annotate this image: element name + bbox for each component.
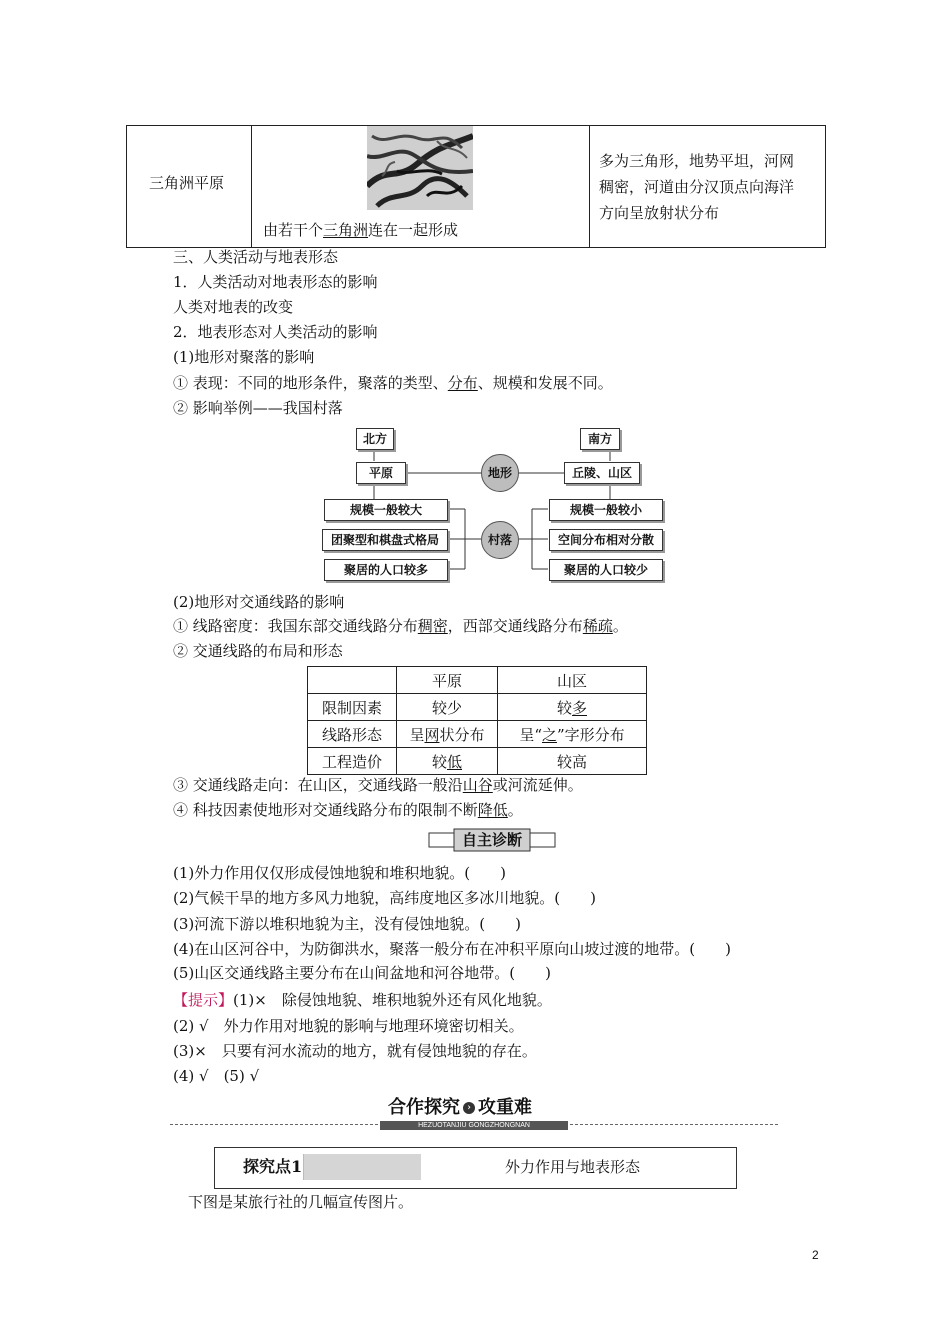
features-line: 方向呈放射状分布 [599,204,720,222]
exploration-point-box [214,1147,737,1189]
self-check-banner [428,828,556,852]
question-2: (2)气候干旱的地方多风力地貌，高纬度地区多冰川地貌。( ) [173,889,596,907]
page-number: 2 [812,1248,819,1262]
intro-text: 下图是某旅行社的几幅宣传图片。 [188,1193,414,1211]
formation-underlined: 三角洲 [323,221,369,239]
road-table [307,666,647,775]
point-2b: ② 交通线路的布局和形态 [173,642,343,660]
formation-post: 连在一起形成 [368,221,459,239]
plain-box: 平原 [356,462,406,484]
row-label: 限制因素 [308,694,397,721]
answer-4-5: (4) √ (5) √ [173,1067,260,1085]
terrain-circle: 地形 [481,454,519,492]
north-box: 北方 [356,428,394,450]
south-layout-box: 空间分布相对分散 [549,529,663,551]
underlined-answer: 稠密 [417,617,448,635]
point-2a [173,616,628,636]
table-cell [498,694,647,721]
features-line: 多为三角形，地势平坦，河网 [599,152,795,170]
table-header: 山区 [498,667,647,694]
table-cell [308,667,397,694]
table-row [308,694,647,721]
subsection-1-text: 人类对地表的改变 [173,298,294,316]
text-run: 。 [612,617,628,635]
banner-text-a: 合作探究 [388,1097,460,1118]
text-run: ③ 交通线路走向：在山区，交通线路一般沿 [173,776,463,794]
text-run: 较 [431,752,447,771]
formation-pre: 由若干个 [263,221,324,239]
underlined-answer: 分布 [447,374,478,392]
term-cell [127,126,252,247]
table-row [308,667,647,694]
question-5: (5)山区交通线路主要分布在山间盆地和河谷地带。( ) [173,964,551,982]
text-run: ，西部交通线路分布 [447,617,583,635]
point-2d [173,800,523,820]
text-run: 、规模和发展不同。 [477,374,613,392]
underlined-answer: 低 [447,752,463,771]
text-run: ① 线路密度：我国东部交通线路分布 [173,617,418,635]
subsection-1: 1．人类活动对地表形态的影响 [173,273,378,291]
underlined-answer: 山谷 [462,776,493,794]
underlined-answer: 稀疏 [582,617,613,635]
formation-text [263,219,458,240]
banner-heading [388,1096,532,1120]
point-2c [173,775,583,795]
north-scale-box: 规模一般较大 [324,499,448,521]
table-row [308,748,647,775]
banner-pinyin: HEZUOTANJIU GONGZHONGNAN [380,1121,568,1130]
text-run: 状分布 [439,725,485,744]
text-run: 。 [507,801,523,819]
underlined-answer: 之 [541,725,557,744]
underlined-answer: 网 [424,725,440,744]
row-label: 工程造价 [308,748,397,775]
text-run: ① 表现：不同的地形条件，聚落的类型、 [173,374,448,392]
point-1b: ② 影响举例——我国村落 [173,399,343,417]
term-text: 三角洲平原 [149,174,225,192]
table-cell: 较少 [397,694,498,721]
answer-text: (1)× 除侵蚀地貌、堆积地貌外还有风化地貌。 [233,991,552,1009]
underlined-answer: 降低 [477,801,508,819]
answer-3: (3)× 只要有河水流动的地方，就有侵蚀地貌的存在。 [173,1042,537,1060]
text-run: 较 [556,698,572,717]
north-pop-box: 聚居的人口较多 [324,559,448,581]
hint-tag: 【提示】 [173,991,234,1009]
village-circle: 村落 [481,521,519,559]
underlined-answer: 多 [572,698,588,717]
banner-text-b: 攻重难 [478,1097,532,1118]
row-label: 线路形态 [308,721,397,748]
features-cell [589,126,826,247]
table-cell [397,748,498,775]
features-line: 稠密，河道由分汉顶点向海洋 [599,178,795,196]
table-cell [498,721,647,748]
section-heading: 三、人类活动与地表形态 [173,248,339,266]
arrow-icon: › [463,1102,475,1114]
hills-box: 丘陵、山区 [564,462,640,484]
features-text [599,148,794,226]
table-cell [397,721,498,748]
answer-1 [173,990,552,1010]
answer-2: (2) √ 外力作用对地貌的影响与地理环境密切相关。 [173,1017,524,1035]
point-1: (1)地形对聚落的影响 [173,348,315,366]
text-run: ④ 科技因素使地形对交通线路分布的限制不断 [173,801,478,819]
banner-title: 自主诊断 [461,831,522,849]
text-run: 呈 [409,725,425,744]
point-1a [173,373,613,393]
north-layout-box: 团聚型和棋盘式格局 [322,529,448,551]
text-run: ”字形分布 [557,725,625,744]
point-2: (2)地形对交通线路的影响 [173,593,345,611]
point-title: 外力作用与地表形态 [505,1158,641,1176]
delta-plain-table [126,125,826,248]
south-box: 南方 [580,428,620,450]
south-scale-box: 规模一般较小 [549,499,663,521]
point-tag: 探究点1 [243,1157,303,1176]
delta-image [367,126,473,210]
south-pop-box: 聚居的人口较少 [549,559,663,581]
table-cell: 较高 [498,748,647,775]
question-4: (4)在山区河谷中，为防御洪水，聚落一般分布在冲积平原向山坡过渡的地带。( ) [173,940,731,958]
cooperation-banner [170,1096,778,1136]
table-header: 平原 [397,667,498,694]
question-1: (1)外力作用仅仅形成侵蚀地貌和堆积地貌。( ) [173,864,506,882]
village-diagram [320,425,670,585]
question-3: (3)河流下游以堆积地貌为主，没有侵蚀地貌。( ) [173,915,521,933]
text-run: 呈“ [519,725,542,744]
text-run: 或河流延伸。 [492,776,583,794]
table-row [308,721,647,748]
subsection-2: 2．地表形态对人类活动的影响 [173,323,378,341]
